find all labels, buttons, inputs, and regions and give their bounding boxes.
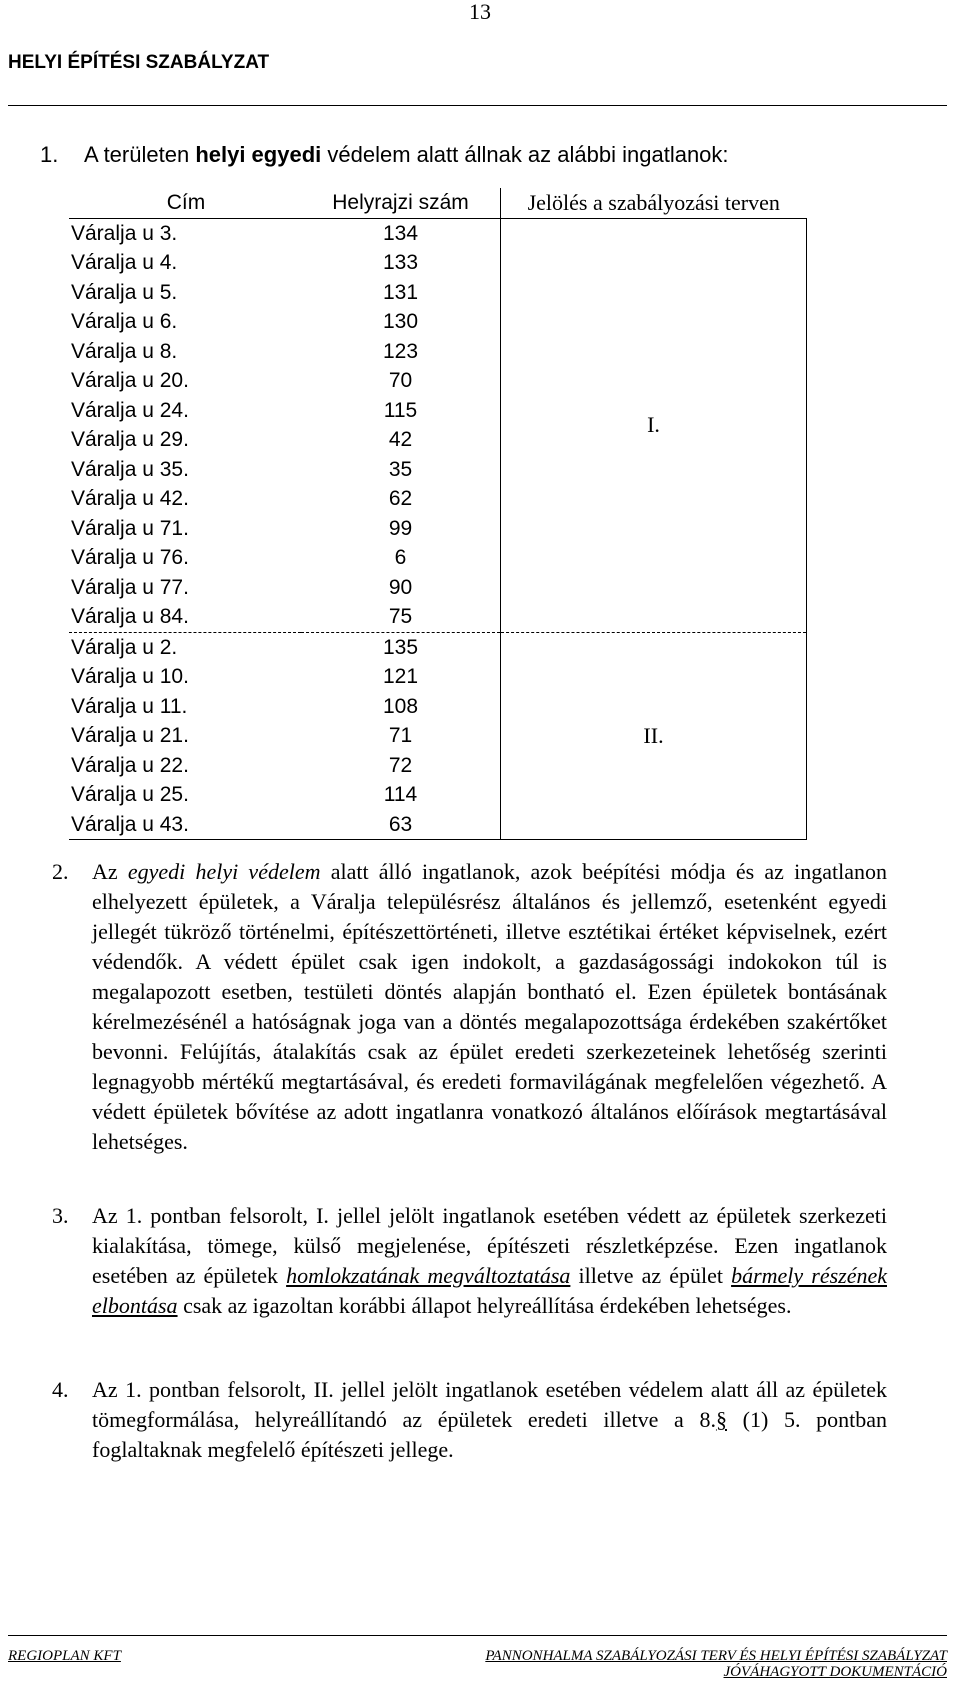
emphasis-egyedi-helyi-vedelem: egyedi helyi védelem [127, 859, 321, 884]
section-4: 4. Az 1. pontban felsorolt, II. jellel jelölt ingatlanok esetében védelem alatt áll az épületek tömegformálása, helyreállítandó az épületek eredeti illetve a 8.§ (1) 5. pontban foglaltaknak megfelelő építészeti jellege. [52, 1377, 887, 1462]
cell-parcel-number: 71 [301, 721, 501, 751]
cell-plan-mark: I. [501, 218, 807, 632]
footer-document-info: PANNONHALMA SZABÁLYOZÁSI TERV ÉS HELYI ÉPÍTÉSI SZABÁLYZAT JÓVÁHAGYOTT DOKUMENTÁCIÓ [485, 1648, 947, 1680]
section-4-number: 4. [52, 1377, 69, 1402]
cell-address: Váralja u 8. [71, 339, 178, 363]
cell-parcel-number: 70 [301, 366, 501, 396]
cell-parcel-number: 108 [301, 692, 501, 722]
cell-parcel-number: 134 [301, 218, 501, 248]
section-2-number: 2. [52, 859, 69, 884]
header-parcel-number: Helyrajzi szám [301, 188, 501, 218]
section-2: 2. Az egyedi helyi védelem alatt álló ingatlanok, azok beépítési módja és az ingatlanon elhelyezett épületek, a Váralja településrész általános és jellemző, esetenként egyedi jellegét tükröző történelmi, építészettörténeti, illetve esztétikai értéket képviselnek, ezért védendők. A védett épület csak igen indokolt, a gazdaságossági indokokon túl is megalapozott esetben, testületi döntés alapján bontható el. Ezen épületek bontásának kérelmezésénél a hatóságnak joga van a döntés megalapozottsága érdekében szakértőket bevonni. Felújítás, átalakítás csak az épület eredeti szerkezeteinek lehetőség szerinti legnagyobb mértékű megtartásával, és eredeti formavilágának megfelelően végezhető. A védett épületek bővítése az adott ingatlanra vonatkozó általános előírások megtartásával lehetséges. [52, 859, 888, 1154]
cell-parcel-number: 62 [301, 484, 501, 514]
cell-address: Váralja u 77. [71, 575, 189, 599]
cell-address: Váralja u 43. [69, 810, 301, 840]
cell-address: Váralja u 29. [71, 428, 189, 451]
cell-address: Váralja u 22. [71, 753, 189, 777]
cell-address: Váralja u 21. [71, 724, 189, 747]
cell-address: Váralja u 42. [71, 487, 189, 510]
paragraph-sign: § [715, 1407, 727, 1432]
cell-parcel-number: 123 [301, 337, 501, 367]
section-1-number: 1. [40, 142, 59, 167]
cell-address: Váralja u 71. [71, 516, 189, 540]
cell-parcel-number: 35 [301, 455, 501, 485]
cell-address: Váralja u 4. [71, 251, 178, 274]
cell-parcel-number: 42 [301, 425, 501, 455]
protected-properties-table [69, 188, 807, 840]
page-number: 13 [469, 0, 491, 24]
cell-parcel-number: 90 [301, 573, 501, 603]
cell-parcel-number: 6 [301, 543, 501, 573]
cell-address: Váralja u 84. [69, 602, 301, 632]
cell-parcel-number: 115 [301, 396, 501, 426]
cell-address: Váralja u 35. [71, 457, 189, 481]
cell-parcel-number: 130 [301, 307, 501, 337]
section-3: 3. Az 1. pontban felsorolt, I. jellel jelölt ingatlanok esetében védett az épületek szerkezeti kialakítása, tömege, külső megjelenése, építészeti részletképzése. Ezen ingatlanok esetében az épületek homlokzatának megváltoztatása illetve az épület bármely részének elbontása csak az igazoltan korábbi állapot helyreállítása érdekében lehetséges. [52, 1203, 887, 1318]
table-row [69, 218, 807, 248]
cell-address: Váralja u 2. [71, 635, 178, 659]
header-plan-mark: Jelölés a szabályozási terven [501, 188, 807, 218]
cell-parcel-number: 135 [301, 632, 501, 662]
footer-company: REGIOPLAN KFT [8, 1648, 121, 1664]
header-divider [8, 105, 947, 106]
cell-address: Váralja u 24. [71, 398, 189, 422]
cell-parcel-number: 133 [301, 248, 501, 278]
table-body [69, 218, 807, 840]
cell-parcel-number: 121 [301, 662, 501, 692]
cell-address: Váralja u 25. [71, 783, 189, 806]
cell-address: Váralja u 20. [71, 369, 189, 392]
document-title: HELYI ÉPÍTÉSI SZABÁLYZAT [8, 52, 270, 73]
section-3-number: 3. [52, 1203, 69, 1228]
cell-address: Váralja u 11. [71, 694, 188, 718]
emphasis-elbontas: bármely részének elbontása [92, 1263, 887, 1318]
cell-address: Váralja u 76. [71, 546, 189, 569]
cell-parcel-number: 72 [301, 751, 501, 781]
footer-divider [8, 1635, 947, 1636]
cell-address: Váralja u 5. [71, 280, 178, 304]
emphasis-homlokzat: homlokzatának megváltoztatása [286, 1263, 571, 1288]
cell-address: Váralja u 3. [71, 221, 178, 245]
cell-parcel-number: 131 [301, 278, 501, 308]
cell-address: Váralja u 6. [71, 310, 178, 333]
table-header-row [69, 188, 807, 218]
cell-plan-mark: II. [501, 632, 807, 840]
cell-address: Váralja u 10. [71, 665, 189, 688]
cell-parcel-number: 99 [301, 514, 501, 544]
cell-parcel-number: 114 [301, 780, 501, 810]
header-address: Cím [69, 188, 301, 218]
cell-parcel-number: 75 [301, 602, 501, 632]
table-row [69, 632, 807, 662]
section-1-intro: 1. A területen helyi egyedi védelem alatt állnak az alábbi ingatlanok: [40, 140, 729, 170]
cell-parcel-number: 63 [301, 810, 501, 840]
